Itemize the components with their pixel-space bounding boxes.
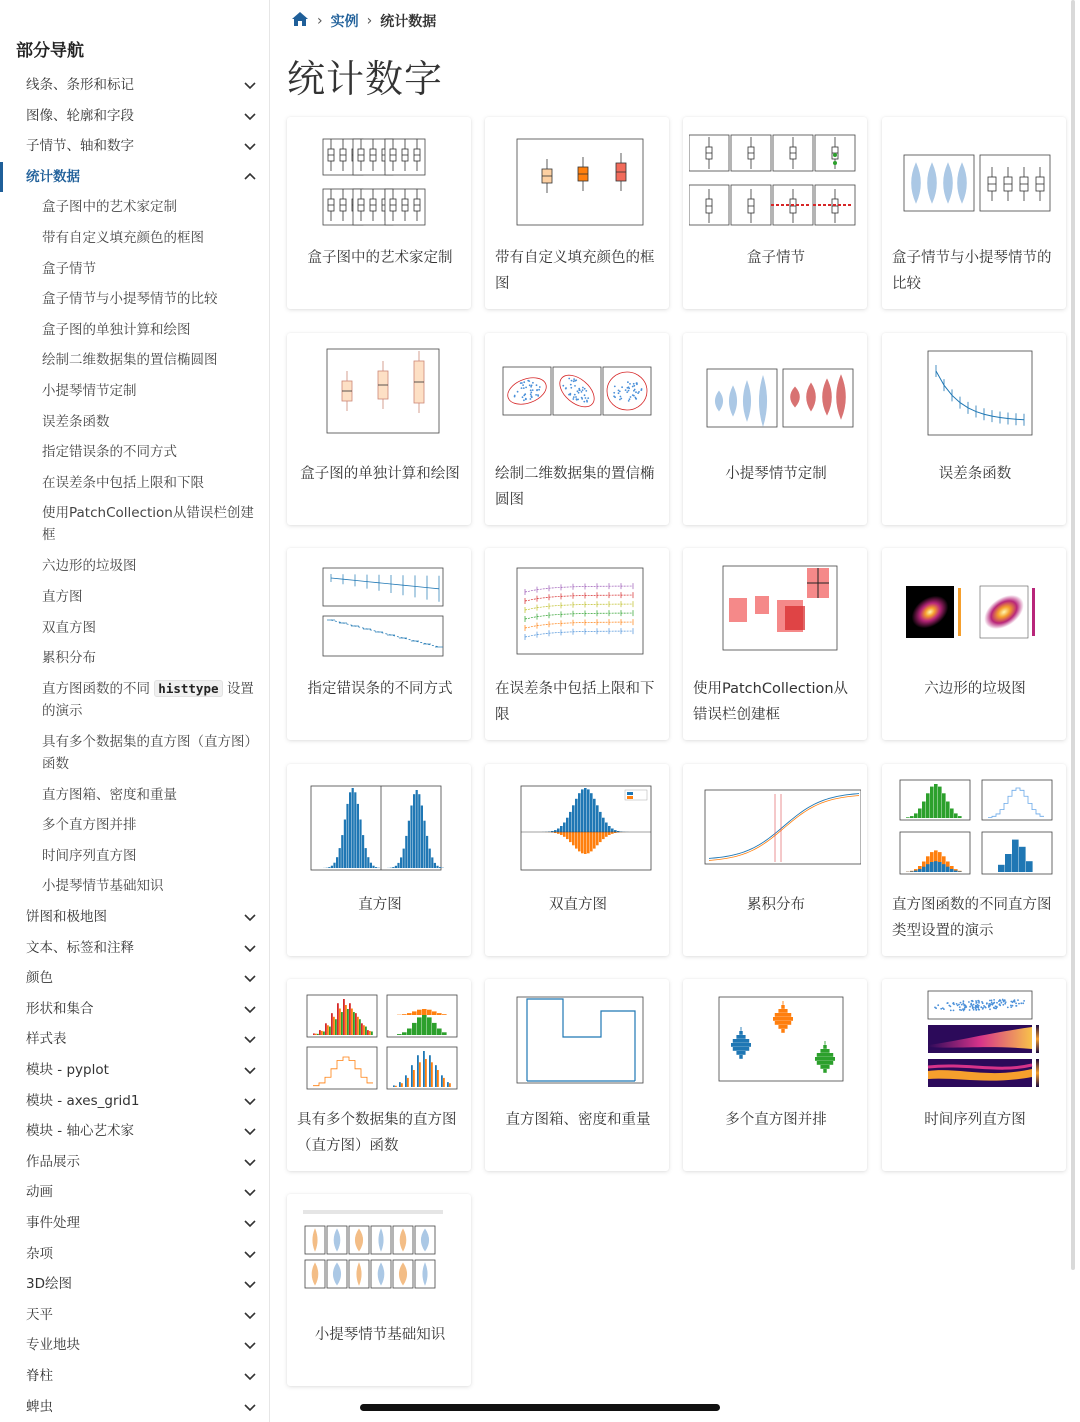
nav-section-2[interactable]	[0, 131, 270, 162]
example-thumbnail[interactable]	[689, 556, 861, 668]
example-thumbnail[interactable]	[689, 125, 861, 237]
example-card[interactable]	[485, 548, 669, 740]
nav-item-label: 小提琴情节定制	[42, 382, 137, 399]
example-thumbnail[interactable]	[293, 1202, 465, 1314]
nav-link-9[interactable]	[0, 345, 270, 376]
example-card[interactable]	[287, 548, 471, 740]
chevron-down-icon[interactable]	[242, 1001, 258, 1017]
chevron-down-icon[interactable]	[242, 1184, 258, 1200]
example-card[interactable]	[882, 117, 1066, 309]
example-caption[interactable]: 时间序列直方图	[924, 1112, 1026, 1128]
breadcrumb-separator: ›	[317, 13, 323, 29]
example-card[interactable]	[683, 117, 867, 309]
chevron-down-icon[interactable]	[242, 108, 258, 124]
nav-item-label: 指定错误条的不同方式	[42, 444, 177, 461]
nav-section-33[interactable]	[0, 1147, 270, 1178]
example-caption[interactable]: 累积分布	[747, 897, 805, 913]
nav-link-4[interactable]	[0, 192, 270, 223]
nav-section-25[interactable]	[0, 902, 270, 933]
nav-section-31[interactable]	[0, 1086, 270, 1117]
nav-item-label: 多个直方图并排	[42, 817, 137, 834]
nav-item-label: 盒子情节	[42, 260, 96, 277]
example-thumbnail[interactable]	[689, 341, 861, 453]
example-card[interactable]	[485, 117, 669, 309]
example-card[interactable]	[882, 548, 1066, 740]
example-card[interactable]	[287, 117, 471, 309]
example-thumbnail[interactable]	[888, 125, 1060, 237]
nav-item-label: 盒子情节与小提琴情节的比较	[42, 291, 218, 308]
example-card[interactable]	[683, 548, 867, 740]
nav-item-label-text: 设置的演示	[42, 680, 254, 719]
nav-section-34[interactable]	[0, 1177, 270, 1208]
nav-item-label: 线条、条形和标记	[26, 77, 134, 93]
example-caption[interactable]: 直方图	[358, 897, 402, 913]
breadcrumb-examples-link[interactable]: 实例	[330, 14, 359, 30]
example-thumbnail[interactable]	[293, 125, 465, 237]
nav-item-label: 盒子图中的艺术家定制	[42, 199, 177, 216]
nav-item-label: 在误差条中包括上限和下限	[42, 474, 204, 491]
chevron-down-icon[interactable]	[242, 1246, 258, 1262]
example-thumbnail[interactable]	[293, 341, 465, 453]
example-thumbnail[interactable]	[491, 772, 663, 884]
example-caption[interactable]: 使用PatchCollection从错误栏创建框	[693, 681, 849, 723]
nav-link-17[interactable]	[0, 613, 270, 644]
example-caption[interactable]: 六边形的垃圾图	[924, 681, 1026, 697]
home-icon[interactable]	[291, 11, 309, 31]
nav-item-label: 模块 - pyplot	[26, 1062, 109, 1079]
nav-item-label: 作品展示	[26, 1153, 80, 1170]
nav-section-1[interactable]	[0, 101, 270, 132]
nav-link-19[interactable]	[0, 674, 270, 727]
scrollbar[interactable]	[1071, 0, 1075, 1270]
example-caption[interactable]: 盒子图中的艺术家定制	[307, 250, 453, 266]
nav-item-label: 样式表	[26, 1031, 67, 1048]
nav-item-label: 脊柱	[26, 1367, 53, 1384]
example-card[interactable]	[287, 333, 471, 525]
nav-section-39[interactable]	[0, 1330, 270, 1361]
nav-section-36[interactable]	[0, 1239, 270, 1270]
nav-item-label: 统计数据	[26, 168, 80, 185]
example-caption[interactable]: 盒子图的单独计算和绘图	[300, 466, 460, 482]
example-thumbnail[interactable]	[491, 341, 663, 453]
nav-item-label: 盒子图的单独计算和绘图	[42, 321, 191, 338]
nav-item-label: 事件处理	[26, 1215, 80, 1231]
example-thumbnail[interactable]	[888, 772, 1060, 884]
nav-link-23[interactable]	[0, 841, 270, 872]
nav-link-13[interactable]	[0, 468, 270, 499]
nav-item-label: 子情节、轴和数字	[26, 138, 134, 155]
nav-link-5[interactable]	[0, 223, 270, 254]
nav-item-label: 模块 - axes_grid1	[26, 1092, 140, 1109]
chevron-down-icon[interactable]	[242, 1276, 258, 1292]
nav-item-label: 文本、标签和注释	[26, 939, 134, 956]
chevron-down-icon[interactable]	[242, 1093, 258, 1109]
chevron-down-icon[interactable]	[242, 1031, 258, 1047]
example-caption[interactable]: 小提琴情节定制	[725, 466, 827, 482]
chevron-down-icon[interactable]	[242, 1215, 258, 1231]
example-thumbnail[interactable]	[888, 987, 1060, 1099]
nav-item-label: 绘制二维数据集的置信椭圆图	[42, 352, 218, 369]
nav-section-0[interactable]	[0, 70, 270, 101]
nav-item-label: 双直方图	[42, 619, 96, 636]
example-card[interactable]	[287, 1194, 471, 1386]
nav-link-18[interactable]	[0, 643, 270, 674]
nav-item-label: 颜色	[26, 970, 53, 987]
chevron-down-icon[interactable]	[242, 1337, 258, 1353]
chevron-down-icon[interactable]	[242, 909, 258, 925]
nav-item-label: 天平	[26, 1306, 53, 1323]
example-card[interactable]	[683, 979, 867, 1171]
nav-link-14[interactable]	[0, 498, 270, 551]
example-card[interactable]	[485, 764, 669, 956]
nav-item-label: 误差条函数	[42, 413, 110, 430]
example-caption[interactable]: 盒子情节	[747, 250, 805, 266]
chevron-down-icon[interactable]	[242, 1307, 258, 1323]
example-caption[interactable]: 小提琴情节基础知识	[314, 1327, 446, 1343]
chevron-down-icon[interactable]	[242, 1154, 258, 1170]
example-caption[interactable]: 直方图函数的不同直方图类型设置的演示	[892, 897, 1052, 939]
nav-link-21[interactable]	[0, 780, 270, 811]
example-card[interactable]	[287, 764, 471, 956]
nav-item-label-text: 直方图函数的不同	[42, 680, 150, 697]
nav-link-12[interactable]	[0, 437, 270, 468]
nav-link-6[interactable]	[0, 254, 270, 285]
example-thumbnail[interactable]	[689, 987, 861, 1099]
nav-item-label: 直方图	[42, 588, 83, 605]
nav-section-28[interactable]	[0, 994, 270, 1025]
main-content	[271, 0, 1071, 1422]
example-caption[interactable]: 具有多个数据集的直方图（直方图）函数	[297, 1112, 457, 1154]
nav-item-label: 图像、轮廓和字段	[26, 107, 134, 124]
example-caption[interactable]: 在误差条中包括上限和下限	[495, 681, 655, 723]
example-caption[interactable]: 直方图箱、密度和重量	[505, 1112, 651, 1128]
inline-code: histtype	[154, 680, 222, 697]
example-thumbnail[interactable]	[888, 341, 1060, 453]
nav-item-label: 模块 - 轴心艺术家	[26, 1123, 134, 1140]
example-thumbnail[interactable]	[689, 772, 861, 884]
example-caption[interactable]: 多个直方图并排	[725, 1112, 827, 1128]
example-card[interactable]	[485, 333, 669, 525]
chevron-down-icon[interactable]	[242, 970, 258, 986]
nav-item-label: 使用PatchCollection从错误栏创建框	[42, 505, 254, 544]
example-card[interactable]	[882, 979, 1066, 1171]
example-card[interactable]	[485, 979, 669, 1171]
nav-link-11[interactable]	[0, 407, 270, 438]
nav-item-label: 动画	[26, 1184, 53, 1201]
nav-link-20[interactable]	[0, 727, 270, 780]
example-caption[interactable]: 盒子情节与小提琴情节的比较	[892, 250, 1052, 292]
nav-section-3[interactable]	[0, 162, 270, 193]
example-card[interactable]	[882, 333, 1066, 525]
chevron-down-icon[interactable]	[242, 1399, 258, 1415]
nav-item-label: 小提琴情节基础知识	[42, 878, 164, 895]
nav-title: 部分导航	[16, 41, 84, 61]
nav-section-40[interactable]	[0, 1361, 270, 1392]
nav-item-label: 时间序列直方图	[42, 847, 137, 864]
chevron-up-icon[interactable]	[242, 169, 258, 185]
chevron-down-icon[interactable]	[242, 77, 258, 93]
nav-link-8[interactable]	[0, 315, 270, 346]
nav-item-label: 直方图箱、密度和重量	[42, 786, 177, 803]
nav-section-37[interactable]	[0, 1269, 270, 1300]
breadcrumb-current: 统计数据	[380, 14, 437, 30]
nav-section-41[interactable]	[0, 1392, 270, 1422]
chevron-down-icon[interactable]	[242, 940, 258, 956]
nav-section-32[interactable]	[0, 1116, 270, 1147]
nav-section-29[interactable]	[0, 1024, 270, 1055]
example-thumbnail[interactable]	[491, 125, 663, 237]
nav-item-label: 3D绘图	[26, 1276, 72, 1293]
nav-link-16[interactable]	[0, 582, 270, 613]
breadcrumb	[291, 10, 436, 32]
nav-item-label: 带有自定义填充颜色的框图	[42, 229, 204, 246]
chevron-down-icon[interactable]	[242, 1123, 258, 1139]
nav-item-label: 具有多个数据集的直方图（直方图）函数	[42, 733, 258, 772]
nav-link-15[interactable]	[0, 551, 270, 582]
nav-section-26[interactable]	[0, 933, 270, 964]
chevron-down-icon[interactable]	[242, 1368, 258, 1384]
nav-link-22[interactable]	[0, 810, 270, 841]
nav-item-label: 饼图和极地图	[26, 909, 107, 926]
example-caption[interactable]: 双直方图	[549, 897, 607, 913]
nav-section-35[interactable]	[0, 1208, 270, 1239]
page-title: 统计数字	[287, 57, 444, 101]
nav-item-label: 专业地块	[26, 1337, 80, 1354]
example-thumbnail[interactable]	[293, 772, 465, 884]
chevron-down-icon[interactable]	[242, 138, 258, 154]
home-indicator	[360, 1404, 720, 1411]
example-caption[interactable]: 绘制二维数据集的置信椭圆图	[495, 466, 655, 508]
example-caption[interactable]: 带有自定义填充颜色的框图	[495, 250, 655, 292]
nav-link-10[interactable]	[0, 376, 270, 407]
example-caption[interactable]: 误差条函数	[938, 466, 1012, 482]
example-thumbnail[interactable]	[491, 556, 663, 668]
example-card[interactable]	[882, 764, 1066, 956]
example-card[interactable]	[287, 979, 471, 1171]
nav-link-7[interactable]	[0, 284, 270, 315]
nav-item-label: 形状和集合	[26, 1000, 94, 1017]
chevron-down-icon[interactable]	[242, 1062, 258, 1078]
nav-item-label: 杂项	[26, 1245, 53, 1262]
example-card[interactable]	[683, 764, 867, 956]
example-thumbnail[interactable]	[293, 556, 465, 668]
nav-item-label: 蜱虫	[26, 1398, 53, 1415]
example-caption[interactable]: 指定错误条的不同方式	[307, 681, 453, 697]
nav-item-label: 六边形的垃圾图	[42, 558, 137, 575]
breadcrumb-separator: ›	[366, 13, 373, 29]
example-thumbnail[interactable]	[491, 987, 663, 1099]
nav-section-27[interactable]	[0, 963, 270, 994]
nav-list	[0, 70, 270, 1422]
example-thumbnail[interactable]	[293, 987, 465, 1099]
nav-section-38[interactable]	[0, 1300, 270, 1331]
nav-link-24[interactable]	[0, 871, 270, 902]
sidebar-nav	[0, 0, 270, 1422]
nav-item-label	[42, 678, 258, 722]
example-card[interactable]	[683, 333, 867, 525]
nav-item-label: 累积分布	[42, 650, 96, 667]
nav-section-30[interactable]	[0, 1055, 270, 1086]
example-thumbnail[interactable]	[888, 556, 1060, 668]
